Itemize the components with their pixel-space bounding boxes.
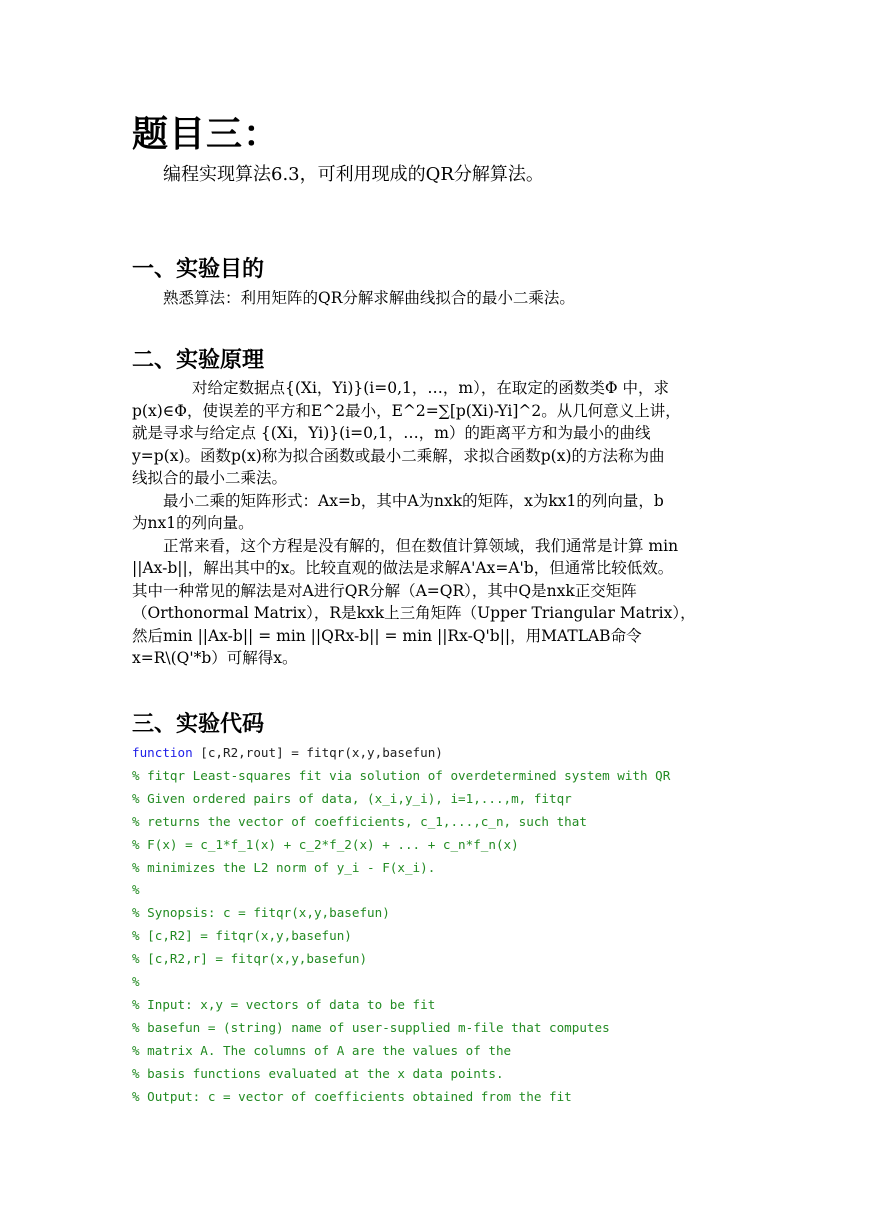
- principle-line: 其中一种常见的解法是对A进行QR分解（A=QR），其中Q是nxk正交矩阵: [132, 581, 637, 600]
- code-block: [132, 742, 670, 1109]
- principle-line: 就是寻求与给定点 {(Xi，Yi)}(i=0,1，…，m）的距离平方和为最小的曲线: [132, 424, 651, 442]
- section-heading-purpose: 一、实验目的: [132, 257, 265, 282]
- code-comment-line: % Input: x,y = vectors of data to be fit: [132, 996, 436, 1012]
- code-comment-line: % [c,R2] = fitqr(x,y,basefun): [132, 928, 352, 944]
- principle-line: p(x)∈Φ，使误差的平方和E^2最小，E^2=∑[p(Xi)-Yi]^2。从几何意义上讲，: [132, 401, 681, 420]
- principle-line: 然后min ||Ax-b|| = min ||QRx-b|| = min ||Rx-Q'b||，用MATLAB命令: [132, 626, 642, 645]
- principle-body: [132, 377, 742, 670]
- code-comment-line: % F(x) = c_1*f_1(x) + c_2*f_2(x) + ... + c_n*f_n(x): [132, 836, 519, 852]
- code-comment-line: % Output: c = vector of coefficients obtained from the fit: [132, 1088, 572, 1104]
- principle-line: ||Ax-b||，解出其中的x。比较直观的做法是求解A'Ax=A'b，但通常比较低效。: [132, 559, 674, 577]
- principle-line: y=p(x)。函数p(x)称为拟合函数或最小二乘解，求拟合函数p(x)的方法称为曲: [132, 446, 665, 465]
- principle-line: 正常来看，这个方程是没有解的，但在数值计算领域，我们通常是计算 min: [163, 536, 679, 555]
- code-comment-line: % Synopsis: c = fitqr(x,y,basefun): [132, 905, 390, 921]
- code-comment-line: %: [132, 882, 140, 898]
- code-comment-line: % matrix A. The columns of A are the values of the: [132, 1042, 512, 1058]
- code-comment-line: % minimizes the L2 norm of y_i - F(x_i).: [132, 859, 436, 875]
- code-comment-line: % [c,R2,r] = fitqr(x,y,basefun): [132, 951, 368, 967]
- code-comment-line: % basefun = (string) name of user-supplied m-file that computes: [132, 1019, 610, 1035]
- code-keyword: function: [132, 745, 193, 760]
- section-heading-principle: 二、实验原理: [132, 348, 265, 373]
- code-comment-line: % fitqr Least-squares fit via solution of overdetermined system with QR: [132, 767, 671, 783]
- section-heading-code: 三、实验代码: [132, 712, 265, 737]
- principle-line: x=R\(Q'*b）可解得x。: [132, 649, 298, 667]
- page-title: 题目三：: [132, 114, 281, 155]
- principle-line: 最小二乘的矩阵形式：Ax=b，其中A为nxk的矩阵，x为kx1的列向量，b: [163, 491, 664, 510]
- principle-line: 为nx1的列向量。: [132, 514, 254, 532]
- code-comment-line: %: [132, 974, 140, 990]
- principle-line: 线拟合的最小二乘法。: [132, 469, 288, 487]
- code-line-function: [132, 742, 670, 765]
- task-description: 编程实现算法6.3，可利用现成的QR分解算法。: [163, 164, 544, 185]
- code-comment-line: % Given ordered pairs of data, (x_i,y_i), i=1,...,m, fitqr: [132, 790, 572, 806]
- code-comment-line: % returns the vector of coefficients, c_1,...,c_n, such that: [132, 813, 587, 829]
- purpose-text: 熟悉算法：利用矩阵的QR分解求解曲线拟合的最小二乘法。: [163, 289, 575, 307]
- principle-line: 对给定数据点{(Xi，Yi)}(i=0,1，…，m），在取定的函数类Φ 中，求: [192, 379, 669, 397]
- code-comment-line: % basis functions evaluated at the x data points.: [132, 1065, 504, 1081]
- principle-line: （Orthonormal Matrix），R是kxk上三角矩阵（Upper Triangular Matrix），: [132, 604, 696, 622]
- code-signature: [c,R2,rout] = fitqr(x,y,basefun): [192, 745, 443, 760]
